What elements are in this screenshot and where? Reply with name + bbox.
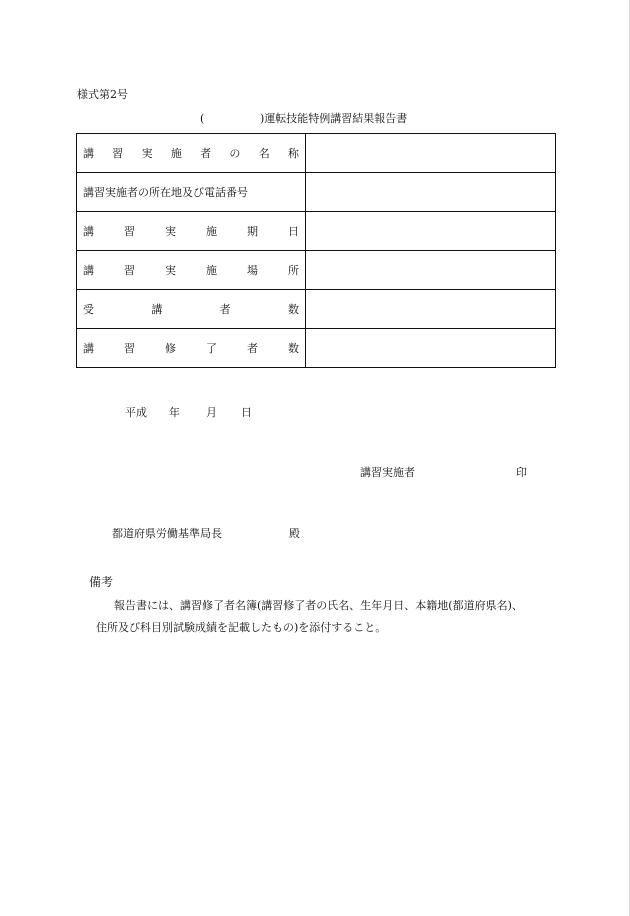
- row-label: [83, 301, 299, 317]
- row-label-char: 講: [83, 147, 94, 160]
- row-label-char: 講: [83, 342, 94, 355]
- title-text: )運転技能特例講習結果報告書: [260, 112, 408, 125]
- row-label-char: の: [229, 147, 241, 160]
- row-label-char: 名: [258, 147, 270, 160]
- title-paren-open: (: [200, 112, 205, 125]
- report-table: [76, 133, 556, 368]
- table-row: [77, 251, 556, 290]
- row-label-char: 了: [206, 342, 217, 355]
- row-label: 講習実施者の所在地及び電話番号: [83, 186, 248, 199]
- date-year: 年: [169, 406, 180, 419]
- row-label-char: 期: [247, 225, 258, 238]
- row-label-char: 日: [288, 225, 299, 238]
- date-line: [125, 404, 252, 420]
- row-label-char: 所: [288, 264, 299, 277]
- recipient-name: 都道府県労働基準局長: [112, 527, 222, 540]
- row-label: [83, 262, 299, 278]
- row-value-cell[interactable]: [306, 173, 556, 212]
- seal-mark: 印: [516, 466, 527, 479]
- row-label-cell: [77, 212, 306, 251]
- remarks-line-1: 報告書には、講習修了者名簿(講習修了者の氏名、生年月日、本籍地(都道府県名)、: [114, 599, 523, 612]
- row-label: [83, 223, 299, 239]
- signature-label: 講習実施者: [360, 466, 415, 479]
- row-label: [83, 145, 299, 161]
- document-title: [200, 110, 407, 126]
- row-label-char: 習: [112, 147, 124, 160]
- row-label: [83, 340, 299, 356]
- table-row: [77, 290, 556, 329]
- row-label-char: 講: [83, 225, 94, 238]
- table-row: [77, 212, 556, 251]
- date-month: 月: [206, 406, 217, 419]
- remarks-title: 備考: [89, 575, 114, 589]
- row-label-cell: [77, 173, 306, 212]
- recipient-honorific: 殿: [289, 527, 300, 540]
- row-label-cell: [77, 251, 306, 290]
- row-label-char: 習: [124, 225, 135, 238]
- row-label-char: 習: [124, 342, 135, 355]
- row-label-char: 受: [83, 303, 94, 316]
- form-number: 様式第2号: [77, 88, 128, 101]
- table-row: [77, 173, 556, 212]
- row-label-char: 者: [200, 147, 212, 160]
- row-label-char: 施: [206, 225, 217, 238]
- date-day: 日: [241, 406, 252, 419]
- remarks-line-2: 住所及び科目別試験成績を記載したもの)を添付すること。: [96, 621, 387, 634]
- row-label-char: 実: [165, 264, 176, 277]
- signature-line: [360, 464, 527, 480]
- row-label-char: 施: [170, 147, 182, 160]
- row-value-cell[interactable]: [306, 134, 556, 173]
- row-label-char: 講: [151, 303, 163, 316]
- row-label-char: 施: [206, 264, 217, 277]
- row-value-cell[interactable]: [306, 212, 556, 251]
- row-label-cell: [77, 329, 306, 368]
- row-label-cell: [77, 134, 306, 173]
- row-label-char: 習: [124, 264, 135, 277]
- row-value-cell[interactable]: [306, 251, 556, 290]
- remarks-body: [96, 595, 566, 639]
- date-era: 平成: [125, 406, 147, 419]
- row-value-cell[interactable]: [306, 290, 556, 329]
- table-row: [77, 329, 556, 368]
- row-label-char: 実: [141, 147, 153, 160]
- row-label-char: 場: [247, 264, 258, 277]
- row-label-char: 称: [287, 147, 299, 160]
- recipient-line: [112, 525, 300, 541]
- row-label-char: 講: [83, 264, 94, 277]
- row-label-char: 実: [165, 225, 176, 238]
- row-label-cell: [77, 290, 306, 329]
- row-label-char: 数: [288, 342, 299, 355]
- table-row: [77, 134, 556, 173]
- row-label-char: 者: [247, 342, 258, 355]
- row-label-char: 修: [165, 342, 176, 355]
- row-label-char: 数: [287, 303, 299, 316]
- row-label-char: 者: [219, 303, 231, 316]
- row-value-cell[interactable]: [306, 329, 556, 368]
